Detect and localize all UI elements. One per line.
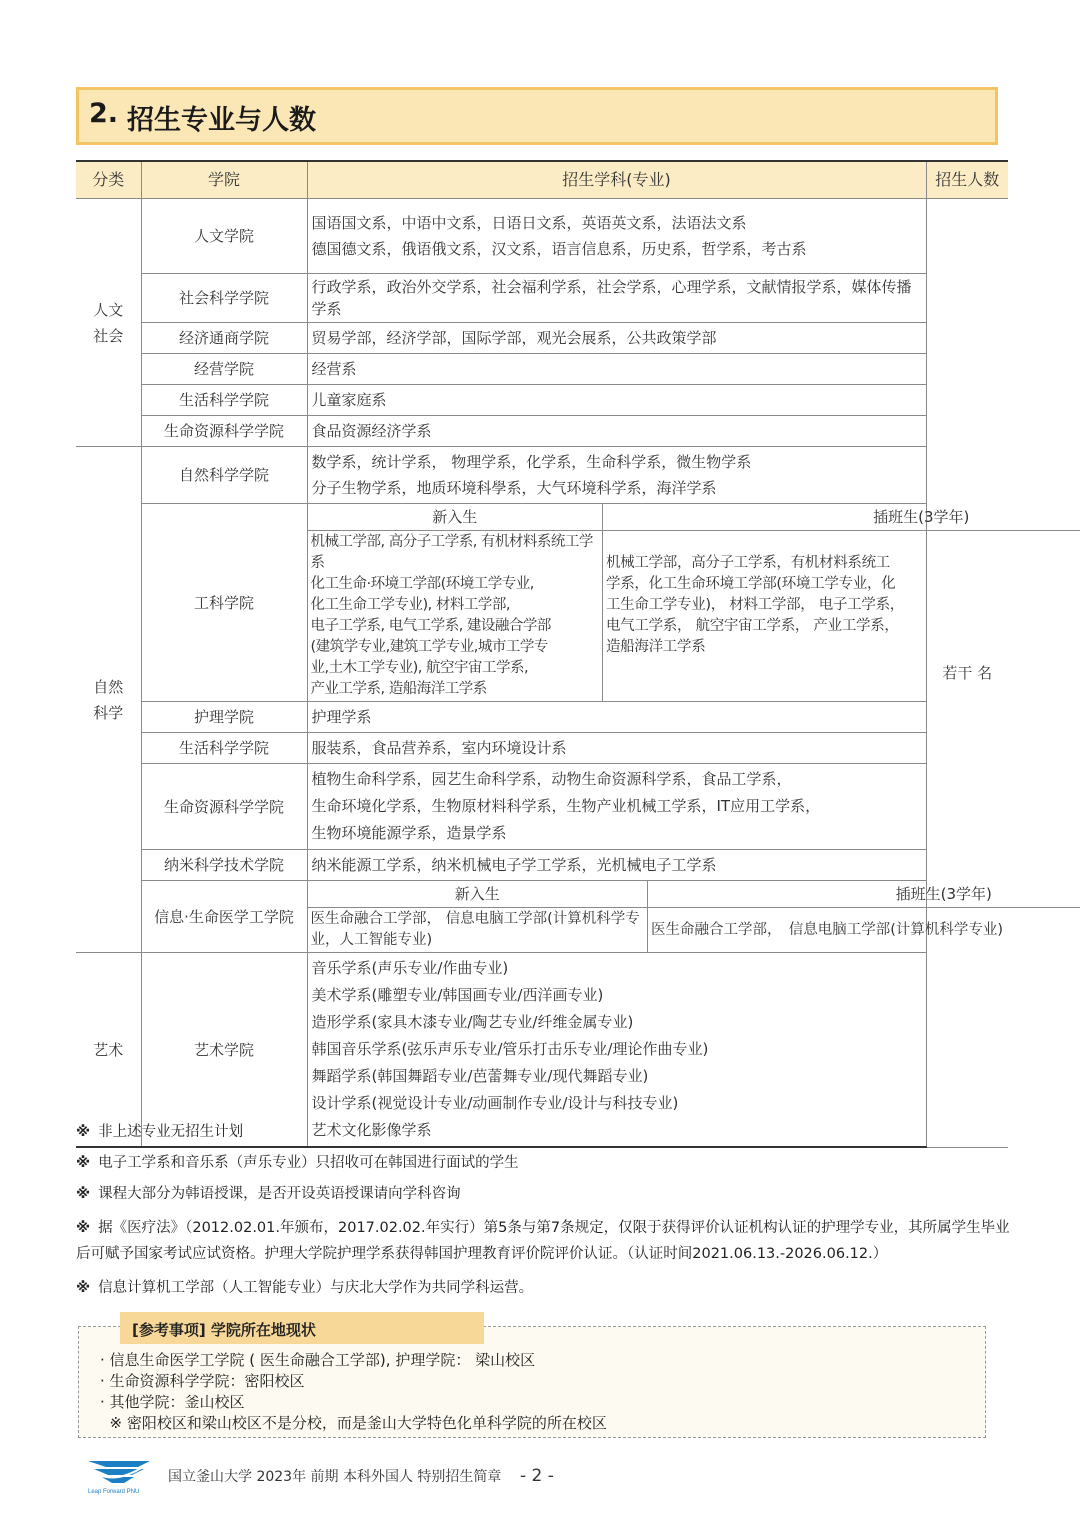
college-cell: 生命资源科学学院 — [141, 764, 307, 850]
college-cell: 生命资源科学学院 — [141, 416, 307, 447]
college-cell: 信息·生命医学工学院 — [141, 881, 307, 953]
new-student-label: 新入生 — [308, 881, 648, 908]
college-cell: 生活科学学院 — [141, 385, 307, 416]
college-cell: 社会科学学院 — [141, 274, 307, 323]
arts-major: 舞蹈学系(韩国舞蹈专业/芭蕾舞专业/现代舞蹈专业) — [311, 1067, 649, 1085]
engineering-transfer-majors: 机械工学部，高分子工学系，有机材料系统工 学系，化工生命环境工学部(环境工学专业，化 工生命工学专业)， 材料工学部， 电子工学系， 电气工学系， 航空宇宙工学系， 产业工学系， 造船海洋工学系 — [603, 531, 1080, 702]
admission-count: 若干 名 — [926, 199, 1008, 1148]
table-row — [76, 881, 1008, 953]
admission-table — [76, 160, 1008, 1148]
new-student-label: 新入生 — [308, 504, 603, 531]
section-number: 2. — [89, 98, 119, 129]
pnu-logo-icon — [86, 1455, 156, 1495]
majors-cell: 服装系，食品营养系，室内环境设计系 — [307, 733, 926, 764]
table-row — [76, 274, 1008, 323]
section-title: 招生专业与人数 — [127, 105, 316, 136]
majors-cell: 植物生命科学系，园艺生命科学系，动物生命资源科学系，食品工学系， 生命环境化学系，生物原材料科学系，生物产业机械工学系，IT应用工学系， 生物环境能源学系，造景学系 — [307, 764, 926, 850]
reference-title: [参考事项] 学院所在地现状 — [132, 1321, 316, 1339]
college-cell: 工科学院 — [141, 504, 307, 702]
college-cell: 人文学院 — [141, 199, 307, 274]
info-transfer-majors: 医生命融合工学部， 信息电脑工学部(计算机科学专业) — [648, 908, 1080, 953]
table-row — [76, 702, 1008, 733]
table-row — [76, 447, 1008, 504]
reference-list — [100, 1350, 607, 1434]
note-item: ※ 非上述专业无招生计划 — [76, 1124, 244, 1140]
footer-text: 国立釜山大学 2023年 前期 本科外国人 特别招生简章 — [168, 1469, 502, 1485]
college-cell: 纳米科学技术学院 — [141, 850, 307, 881]
reference-item: · 其他学院：釜山校区 — [100, 1393, 245, 1411]
table-row — [76, 354, 1008, 385]
info-new-majors: 医生命融合工学部， 信息电脑工学部(计算机科学专业，人工智能专业) — [308, 908, 648, 953]
majors-cell: 食品资源经济学系 — [307, 416, 926, 447]
table-row — [76, 953, 1008, 1148]
arts-major: 设计学系(视觉设计专业/动画制作专业/设计与科技专业) — [311, 1094, 679, 1112]
table-row — [76, 504, 1008, 702]
arts-major: 韩国音乐学系(弦乐声乐专业/管乐打击乐专业/理论作曲专业) — [311, 1040, 709, 1058]
reference-title-bar — [120, 1312, 484, 1344]
reference-item: ※ 密阳校区和梁山校区不是分校，而是釜山大学特色化单科学院的所在校区 — [100, 1414, 607, 1432]
majors-cell: 儿童家庭系 — [307, 385, 926, 416]
college-cell: 自然科学学院 — [141, 447, 307, 504]
college-cell: 艺术学院 — [141, 953, 307, 1148]
header-category: 分类 — [76, 161, 141, 199]
category-arts: 艺术 — [76, 953, 141, 1148]
majors-cell: 护理学系 — [307, 702, 926, 733]
transfer-student-label: 插班生(3学年) — [603, 504, 1080, 531]
engineering-new-majors: 机械工学部, 高分子工学系, 有机材料系统工学系 化工生命·环境工学部(环境工学专业, 化工生命工学专业), 材料工学部, 电子工学系, 电气工学系, 建设融合学部 (建筑学专业,建筑工学专业,城市工学专 业,土木工学专业), 航空宇宙工学系, 产业工学系, 造船海洋工学系 — [308, 531, 603, 702]
majors-cell: 数学系，统计学系， 物理学系，化学系，生命科学系，微生物学系 分子生物学系，地质环境科學系，大气环境科学系，海洋学系 — [307, 447, 926, 504]
category-humanities: 人文 社会 — [76, 199, 141, 447]
notes-list — [76, 1122, 1016, 1309]
table-row — [76, 764, 1008, 850]
table-row — [76, 385, 1008, 416]
info-subtable — [308, 881, 1080, 952]
majors-cell: 纳米能源工学系，纳米机械电子学工学系，光机械电子工学系 — [307, 850, 926, 881]
table-row — [76, 199, 1008, 274]
info-majors-cell — [307, 881, 1004, 953]
table-row — [76, 323, 1008, 354]
table-row — [76, 416, 1008, 447]
majors-cell: 经营系 — [307, 354, 926, 385]
note-item: ※ 据《医疗法》（2012.02.01.年颁布，2017.02.02.年实行）第5条与第7条规定，仅限于获得评价认证机构认证的护理学专业，其所属学生毕业后可赋予国家考试应试资格。护理大学院护理学系获得韩国护理教育评价院评价认证。（认证时间2021.06.13.-2026.06.12.） — [76, 1220, 1010, 1262]
transfer-student-label: 插班生(3学年) — [648, 881, 1080, 908]
college-cell: 生活科学学院 — [141, 733, 307, 764]
category-science: 自然 科学 — [76, 447, 141, 953]
header-college: 学院 — [141, 161, 307, 199]
table-row — [76, 850, 1008, 881]
section-title-bar — [76, 87, 998, 145]
table-header-row — [76, 161, 1008, 199]
college-cell: 护理学院 — [141, 702, 307, 733]
logo-text: Leap Forward PNU — [88, 1489, 140, 1495]
header-major: 招生学科(专业) — [307, 161, 926, 199]
table-row — [76, 733, 1008, 764]
arts-major: 造形学系(家具木漆专业/陶艺专业/纤维金属专业) — [311, 1013, 634, 1031]
note-item: ※ 信息计算机工学部（人工智能专业）与庆北大学作为共同学科运营。 — [76, 1280, 534, 1296]
majors-cell: 贸易学部，经济学部，国际学部，观光会展系，公共政策学部 — [307, 323, 926, 354]
header-count: 招生人数 — [926, 161, 1008, 199]
note-item: ※ 电子工学系和音乐系（声乐专业）只招收可在韩国进行面试的学生 — [76, 1155, 519, 1171]
majors-cell: 国语国文系，中语中文系，日语日文系，英语英文系，法语法文系 德国德文系，俄语俄文系，汉文系，语言信息系，历史系，哲学系，考古系 — [307, 199, 926, 274]
college-cell: 经营学院 — [141, 354, 307, 385]
reference-item: · 生命资源科学学院：密阳校区 — [100, 1372, 305, 1390]
arts-major: 艺术文化影像学系 — [311, 1121, 432, 1139]
arts-major: 音乐学系(声乐专业/作曲专业) — [311, 959, 509, 977]
majors-cell: 行政学系，政治外交学系，社会福利学系，社会学系，心理学系，文献情报学系，媒体传播学系 — [307, 274, 926, 323]
arts-major: 美术学系(雕塑专业/韩国画专业/西洋画专业) — [311, 986, 604, 1004]
page-number: - 2 - — [520, 1466, 554, 1486]
college-cell: 经济通商学院 — [141, 323, 307, 354]
note-item: ※ 课程大部分为韩语授课，是否开设英语授课请向学科咨询 — [76, 1186, 461, 1202]
arts-majors-cell — [307, 953, 926, 1148]
reference-item: · 信息生命医学工学院 ( 医生命融合工学部), 护理学院： 梁山校区 — [100, 1351, 536, 1369]
